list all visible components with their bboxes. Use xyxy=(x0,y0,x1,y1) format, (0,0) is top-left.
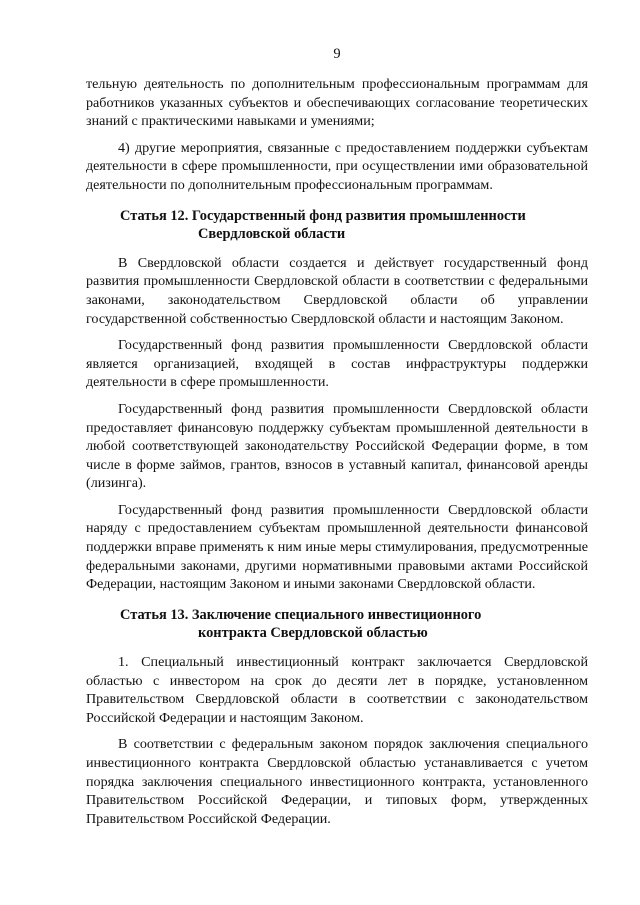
paragraph: Государственный фонд развития промышленности Свердловской области является организацией, входящей в состав инфраструктуры поддержки деятельности в сфере промышленности. xyxy=(86,337,588,391)
paragraph: 1. Специальный инвестиционный контракт заключается Свердловской областью с инвестором на срок до десяти лет в порядке, установленном Правительством Свердловской области в соответствии с законодательством Российской Федерации и настоящим Законом. xyxy=(86,654,588,726)
article-12-title xyxy=(86,207,588,244)
article-title-line: Свердловской области xyxy=(198,226,346,243)
document-body xyxy=(86,75,588,836)
article-title-line: контракта Свердловской областью xyxy=(198,625,428,642)
article-13-title xyxy=(86,606,588,643)
paragraph: В Свердловской области создается и действует государственный фонд развития промышленности Свердловской области в соответствии с федеральными законами, законодательством Свердловской области об управлении государственной собственностью Свердловской области и настоящим Законом. xyxy=(86,254,588,327)
paragraph-item-4: 4) другие мероприятия, связанные с предоставлением поддержки субъектам деятельности в сфере промышленности, при осуществлении ими образовательной деятельности по дополнительным профессиональным программам. xyxy=(86,139,588,193)
page-number: 9 xyxy=(333,46,341,62)
paragraph: Государственный фонд развития промышленности Свердловской области наряду с предоставлением субъектам промышленной деятельности финансовой поддержки вправе применять к ним иные меры стимулирования, предусмотренные федеральными законами, другими нормативными правовыми актами Российской Федерации, настоящим Законом и иными законами Свердловской области. xyxy=(86,501,588,593)
article-title-line: Статья 12. Государственный фонд развития промышленности xyxy=(120,207,526,224)
paragraph-continuation: тельную деятельность по дополнительным профессиональным программам для работников указанных субъектов и обеспечивающих согласование теоретических знаний с практическими навыками и умениями; xyxy=(86,76,588,130)
paragraph: Государственный фонд развития промышленности Свердловской области предоставляет финансовую поддержку субъектам промышленной деятельности в любой соответствующей законодательству Российской Федерации форме, в том числе в форме займов, грантов, взносов в уставный капитал, финансовой аренды (лизинга). xyxy=(86,400,588,492)
paragraph: В соответствии с федеральным законом порядок заключения специального инвестиционного контракта Свердловской областью устанавливается с учетом порядка заключения специального инвестиционного контракта, установленного Правительством Российской Федерации, и типовых форм, утвержденных Правительством Российской Федерации. xyxy=(86,736,588,827)
article-title-line: Статья 13. Заключение специального инвестиционного xyxy=(120,606,482,623)
